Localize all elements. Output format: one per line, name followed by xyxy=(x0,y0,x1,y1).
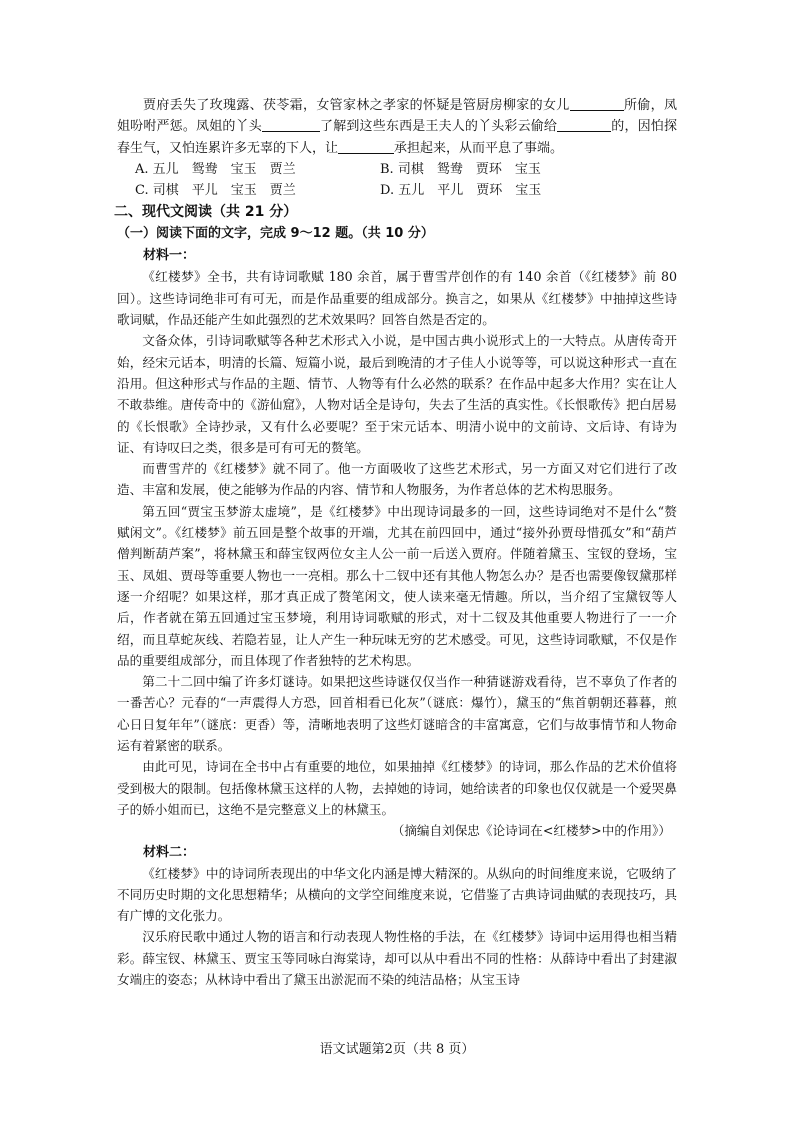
question-8-stem xyxy=(117,95,677,159)
answer-blank xyxy=(262,118,320,132)
material-1-source: （摘编自刘保忠《论诗词在<红楼梦>中的作用》） xyxy=(391,823,671,839)
subsection-title: （一）阅读下面的文字，完成 9～12 题。（共 10 分） xyxy=(117,226,434,242)
option-b: B. 司棋 鸳鸯 贾环 宝玉 xyxy=(380,161,541,177)
answer-blank xyxy=(570,97,624,111)
option-a: A. 五儿 鸳鸯 宝玉 贾兰 xyxy=(135,161,296,177)
options-list xyxy=(117,159,677,202)
material-1-paragraph: 第五回“贾宝玉梦游太虚境”，是《红楼梦》中出现诗词最多的一回，这些诗词绝对不是什么“赘赋闲文”。《红楼梦》前五回是整个故事的开端，尤其在前四回中，通过“接外孙贾母惜孤女”和“葫芦僧判断葫芦案”，将林黛玉和薛宝钗两位女主人公一前一后送入贾府。伴随着黛玉、宝钗的登场，宝玉、凤姐、贾母等重要人物也一一亮相。那么十二钗中还有其他人物怎么办？是否也需要像钗黛那样逐一介绍呢？如果这样，那才真正成了赘笔闲文，使人读来毫无情趣。所以，当介绍了宝黛钗等人后，作者就在第五回通过宝玉梦境，利用诗词歌赋的形式，对十二钗及其他重要人物进行了一一介绍，而且草蛇灰线、若隐若显，让人产生一种玩味无穷的艺术感受。可见，这些诗词歌赋，不仅是作品的重要组成部分，而且体现了作者独特的艺术构思。 xyxy=(117,503,677,668)
stem-text: 了解到这些东西是王夫人的丫头彩云偷给 xyxy=(319,119,558,135)
material-1-paragraph: 《红楼梦》全书，共有诗词歌赋 180 余首，属于曹雪芹创作的有 140 余首（《红楼梦》前 80 回）。这些诗词绝非可有可无，而是作品重要的组成部分。换言之，如果从《红楼梦》中抽掉这些诗歌词赋，作品还能产生如此强烈的艺术效果吗？回答自然是否定的。 xyxy=(117,269,677,328)
answer-blank xyxy=(557,118,611,132)
stem-text: 贾府丢失了玫瑰露、茯苓霜，女管家林之孝家的怀疑是管厨房柳家的女儿 xyxy=(143,98,570,113)
material-2-label: 材料二： xyxy=(143,844,196,860)
material-2-paragraph: 汉乐府民歌中通过人物的语言和行动表现人物性格的手法，在《红楼梦》诗词中运用得也相当精彩。薛宝钗、林黛玉、贾宝玉等同咏白海棠诗，却可以从中看出不同的性格：从薛诗中看出了封建淑女端庄的姿态；从林诗中看出了黛玉出淤泥而不染的纯洁品格；从宝玉诗 xyxy=(117,929,677,987)
material-1-paragraph: 第二十二回中编了许多灯谜诗。如果把这些诗谜仅仅当作一种猜谜游戏看待，岂不辜负了作者的一番苦心？元春的“一声震得人方恐，回首相看已化灰”（谜底：爆竹），黛玉的“焦首朝朝还暮暮，煎心日日复年年”（谜底：更香）等，清晰地表明了这些灯谜暗含的丰富寓意，它们与故事情节和人物命运有着紧密的联系。 xyxy=(117,674,677,754)
material-1-label: 材料一： xyxy=(143,248,196,264)
material-1-paragraph: 由此可见，诗词在全书中占有重要的地位，如果抽掉《红楼梦》的诗词，那么作品的艺术价值将受到极大的限制。包括像林黛玉这样的人物，去掉她的诗词，她给读者的印象也仅仅就是一个爱哭鼻子的娇小姐而已，这绝不是完整意义上的林黛玉。 xyxy=(117,759,677,817)
material-1-paragraph: 而曹雪芹的《红楼梦》就不同了。他一方面吸收了这些艺术形式，另一方面又对它们进行了改造、丰富和发展，使之能够为作品的内容、情节和人物服务，为作者总体的艺术构思服务。 xyxy=(117,461,677,498)
stem-text: 的，因怕探春生气，又怕连累许多无辜的下人，让 xyxy=(117,119,677,156)
material-2-paragraph: 《红楼梦》中的诗词所表现出的中华文化内涵是博大精深的。从纵向的时间维度来说，它吸纳了不同历史时期的文化思想精华；从横向的文学空间维度来说，它借鉴了古典诗词曲赋的表现技巧，具有广博的文化张力。 xyxy=(117,865,677,924)
stem-text: 承担起来，从而平息了事端。 xyxy=(394,140,564,156)
answer-blank xyxy=(338,140,394,154)
option-c: C. 司棋 平儿 宝玉 贾兰 xyxy=(135,183,296,199)
stem-text: 所偷，凤姐吩咐严惩。凤姐的丫头 xyxy=(117,98,677,135)
page-content xyxy=(114,95,677,990)
option-d: D. 五儿 平儿 贾环 宝玉 xyxy=(380,183,542,199)
page-footer: 语文试题第2页（共 8 页） xyxy=(319,1042,475,1057)
section-title: 二、现代文阅读（共 21 分） xyxy=(114,204,298,221)
material-1-paragraph: 文备众体，引诗词歌赋等各种艺术形式入小说，是中国古典小说形式上的一大特点。从唐传奇开始，经宋元话本，明清的长篇、短篇小说，最后到晚清的才子佳人小说等等，可以说这种形式一直在沿用。但这种形式与作品的主题、情节、人物等有什么必然的联系？在作品中起多大作用？实在让人不敢恭维。唐传奇中的《游仙窟》，人物对话全是诗句，失去了生活的真实性。《长恨歌传》把白居易的《长恨歌》全诗抄录，又有什么必要呢？至于宋元话本、明清小说中的文前诗、文后诗、有诗为证、有诗叹曰之类，很多是可有可无的赘笔。 xyxy=(117,333,677,455)
